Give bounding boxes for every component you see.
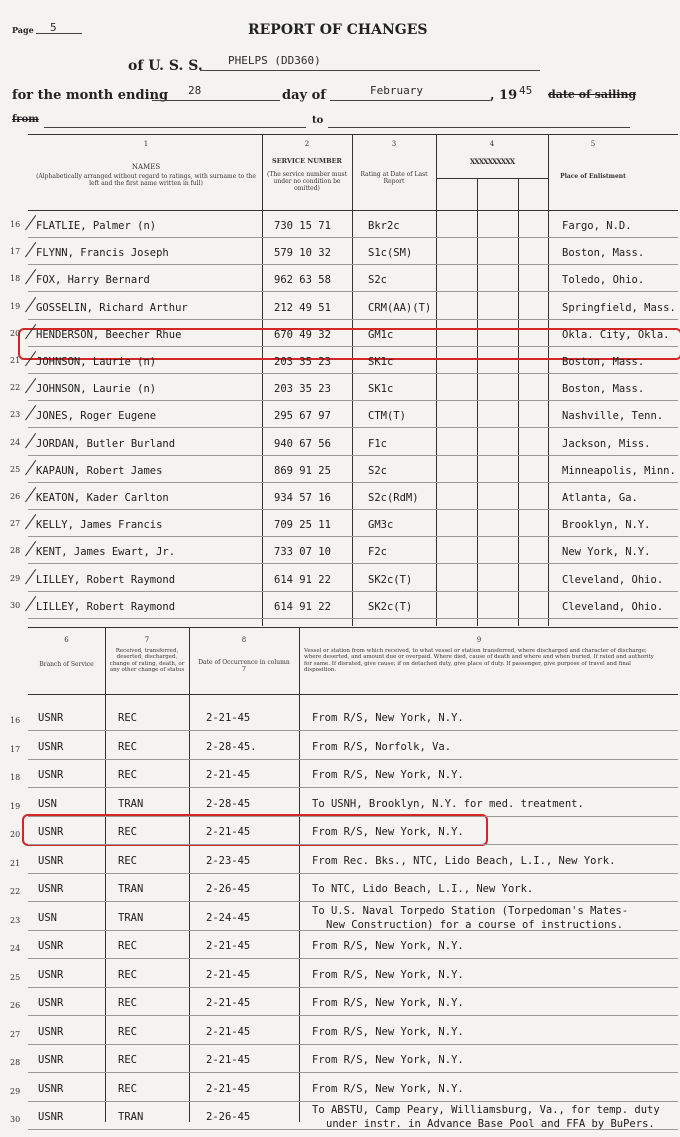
upper-row-rating: SK1c xyxy=(368,356,394,368)
upper-row-service-number: 730 15 71 xyxy=(274,220,331,232)
lower-row-rule xyxy=(28,901,678,902)
upper-row-name: JOHNSON, Laurie (n) xyxy=(36,356,157,368)
lower-row-number: 28 xyxy=(10,1058,21,1067)
upper-col4-subline xyxy=(436,178,548,179)
lower-row-date: 2-26-45 xyxy=(206,1111,251,1123)
upper-row-service-number: 869 91 25 xyxy=(274,465,331,477)
lower-row-branch: USNR xyxy=(38,769,64,781)
upper-row-place: Cleveland, Ohio. xyxy=(562,574,664,586)
upper-row-name: KELLY, James Francis xyxy=(36,519,163,531)
lower-row-remarks: From R/S, New York, N.Y. xyxy=(312,826,464,838)
col2-note: (The service number must under no condition be omitted) xyxy=(267,171,347,192)
lower-row-date: 2-26-45 xyxy=(206,883,251,895)
upper-row-rule xyxy=(28,346,678,347)
upper-row-rule xyxy=(28,237,678,238)
to-line xyxy=(328,127,630,128)
lower-row-rule xyxy=(28,930,678,931)
lower-row-remarks: From Rec. Bks., NTC, Lido Beach, L.I., New York. xyxy=(312,855,616,867)
lower-row-date: 2-28-45. xyxy=(206,741,257,753)
upper-col-divider-4a xyxy=(477,178,478,626)
lower-row-status: REC xyxy=(118,855,137,867)
lower-row-date: 2-21-45 xyxy=(206,712,251,724)
upper-row-rule xyxy=(28,427,678,428)
col1-note: (Alphabetically arranged without regard to ratings, with surname to the left and the first name written in full) xyxy=(36,173,256,187)
lower-row-rule xyxy=(28,1072,678,1073)
upper-row-place: Nashville, Tenn. xyxy=(562,410,664,422)
lower-row-date: 2-28-45 xyxy=(206,798,251,810)
upper-row-service-number: 940 67 56 xyxy=(274,438,331,450)
upper-row-service-number: 934 57 16 xyxy=(274,492,331,504)
lower-row-number: 27 xyxy=(10,1030,21,1039)
col2-number: 2 xyxy=(304,140,310,148)
lower-row-remarks: From R/S, New York, N.Y. xyxy=(312,1026,464,1038)
col5-number: 5 xyxy=(590,140,596,148)
lower-row-status: TRAN xyxy=(118,883,144,895)
upper-row-place: Okla. City, Okla. xyxy=(562,329,670,341)
month-ending-label: for the month ending xyxy=(12,88,169,103)
upper-header-border xyxy=(28,210,678,211)
lower-row-rule xyxy=(28,1044,678,1045)
uss-label: of U. S. S. xyxy=(128,58,203,74)
report-title: REPORT OF CHANGES xyxy=(248,22,428,38)
lower-row-rule xyxy=(28,730,678,731)
lower-row-status: REC xyxy=(118,969,137,981)
year-prefix: , 19 xyxy=(490,88,518,103)
upper-row-name: KEATON, Kader Carlton xyxy=(36,492,169,504)
upper-row-name: FLYNN, Francis Joseph xyxy=(36,247,169,259)
lower-row-branch: USNR xyxy=(38,1026,64,1038)
upper-row-place: Brooklyn, N.Y. xyxy=(562,519,651,531)
struck-date-of-sailing: date of sailing xyxy=(548,88,637,101)
lower-row-rule xyxy=(28,958,678,959)
lower-row-remarks: From R/S, New York, N.Y. xyxy=(312,769,464,781)
lower-row-remarks: To USNH, Brooklyn, N.Y. for med. treatment. xyxy=(312,798,584,810)
lower-row-rule xyxy=(28,759,678,760)
upper-col-divider-3 xyxy=(436,134,437,626)
upper-row-place: Toledo, Ohio. xyxy=(562,274,645,286)
upper-col-divider-2 xyxy=(352,134,353,626)
upper-row-place: Boston, Mass. xyxy=(562,356,645,368)
upper-row-rule xyxy=(28,482,678,483)
lower-row-remarks-cont: under instr. in Advance Base Pool and FFA by BuPers. xyxy=(326,1118,655,1130)
upper-row-service-number: 962 63 58 xyxy=(274,274,331,286)
upper-col-divider-4b xyxy=(518,178,519,626)
from-label: from xyxy=(12,114,39,125)
day-value: 28 xyxy=(188,84,202,97)
upper-row-rule xyxy=(28,319,678,320)
lower-row-date: 2-21-45 xyxy=(206,997,251,1009)
lower-row-remarks: From R/S, Norfolk, Va. xyxy=(312,741,452,753)
upper-row-name: LILLEY, Robert Raymond xyxy=(36,601,176,613)
lower-top-border xyxy=(28,627,678,628)
lower-row-branch: USNR xyxy=(38,712,64,724)
lower-row-number: 21 xyxy=(10,859,21,868)
upper-row-service-number: 295 67 97 xyxy=(274,410,331,422)
lower-row-remarks: To ABSTU, Camp Peary, Williamsburg, Va., for temp. duty xyxy=(312,1104,660,1116)
lower-row-branch: USNR xyxy=(38,1111,64,1123)
page-number-line xyxy=(36,33,82,34)
lower-row-remarks: From R/S, New York, N.Y. xyxy=(312,1083,464,1095)
lower-row-date: 2-21-45 xyxy=(206,1083,251,1095)
lower-col-divider-1 xyxy=(105,627,106,1122)
col3-number: 3 xyxy=(391,140,397,148)
month-value: February xyxy=(370,84,423,97)
upper-row-rule xyxy=(28,264,678,265)
upper-row-service-number: 203 35 23 xyxy=(274,383,331,395)
col6-title: Branch of Service xyxy=(39,661,94,668)
upper-row-rule xyxy=(28,563,678,564)
col8-number: 8 xyxy=(241,636,247,644)
upper-row-place: Atlanta, Ga. xyxy=(562,492,638,504)
upper-row-place: Boston, Mass. xyxy=(562,383,645,395)
lower-row-rule xyxy=(28,1015,678,1016)
page-label: Page xyxy=(12,25,34,35)
upper-row-service-number: 212 49 51 xyxy=(274,302,331,314)
lower-row-remarks: To U.S. Naval Torpedo Station (Torpedoman's Mates- xyxy=(312,905,629,917)
upper-row-number: 20 xyxy=(10,329,21,338)
upper-row-number: 26 xyxy=(10,492,21,501)
col7-number: 7 xyxy=(144,636,150,644)
col9-number: 9 xyxy=(476,636,482,644)
lower-col-divider-3 xyxy=(299,627,300,1122)
upper-row-number: 23 xyxy=(10,410,21,419)
lower-row-remarks: From R/S, New York, N.Y. xyxy=(312,712,464,724)
lower-row-status: REC xyxy=(118,1054,137,1066)
lower-row-branch: USNR xyxy=(38,940,64,952)
upper-row-number: 16 xyxy=(10,220,21,229)
upper-row-number: 24 xyxy=(10,438,21,447)
lower-row-date: 2-23-45 xyxy=(206,855,251,867)
upper-row-place: Boston, Mass. xyxy=(562,247,645,259)
lower-row-rule xyxy=(28,873,678,874)
upper-row-name: JOHNSON, Laurie (n) xyxy=(36,383,157,395)
lower-row-status: TRAN xyxy=(118,912,144,924)
upper-row-rule xyxy=(28,536,678,537)
lower-header-border xyxy=(28,694,678,695)
lower-row-branch: USNR xyxy=(38,741,64,753)
col2-title: SERVICE NUMBER xyxy=(272,157,342,165)
upper-row-rating: GM3c xyxy=(368,519,394,531)
upper-col-divider-1 xyxy=(262,134,263,626)
lower-row-date: 2-21-45 xyxy=(206,1026,251,1038)
upper-row-rating: SK1c xyxy=(368,383,394,395)
upper-row-place: Springfield, Mass. xyxy=(562,302,676,314)
col5-title: Place of Enlistment xyxy=(560,173,626,180)
upper-row-rating: S2c xyxy=(368,465,387,477)
lower-row-status: REC xyxy=(118,1083,137,1095)
lower-row-status: REC xyxy=(118,1026,137,1038)
upper-row-rating: CTM(T) xyxy=(368,410,406,422)
upper-row-name: KENT, James Ewart, Jr. xyxy=(36,546,176,558)
lower-row-number: 19 xyxy=(10,802,21,811)
from-line xyxy=(44,127,306,128)
upper-row-rating: GM1c xyxy=(368,329,394,341)
lower-row-rule xyxy=(28,844,678,845)
col4-number: 4 xyxy=(489,140,495,148)
upper-row-rule xyxy=(28,591,678,592)
upper-row-place: Cleveland, Ohio. xyxy=(562,601,664,613)
col1-number: 1 xyxy=(143,140,149,148)
upper-row-service-number: 709 25 11 xyxy=(274,519,331,531)
lower-row-number: 24 xyxy=(10,944,21,953)
col8-title: Date of Occurrence in column 7 xyxy=(198,659,290,673)
upper-row-name: JONES, Roger Eugene xyxy=(36,410,157,422)
lower-row-date: 2-21-45 xyxy=(206,769,251,781)
lower-row-branch: USNR xyxy=(38,826,64,838)
ship-line xyxy=(200,70,540,71)
lower-row-remarks-cont: New Construction) for a course of instructions. xyxy=(326,919,624,931)
upper-row-rating: CRM(AA)(T) xyxy=(368,302,432,314)
lower-row-number: 30 xyxy=(10,1115,21,1124)
upper-row-name: GOSSELIN, Richard Arthur xyxy=(36,302,188,314)
upper-row-number: 27 xyxy=(10,519,21,528)
lower-row-date: 2-21-45 xyxy=(206,1054,251,1066)
lower-row-remarks: From R/S, New York, N.Y. xyxy=(312,940,464,952)
lower-row-status: REC xyxy=(118,741,137,753)
upper-row-rating: S2c(RdM) xyxy=(368,492,419,504)
lower-row-status: REC xyxy=(118,712,137,724)
upper-row-number: 17 xyxy=(10,247,21,256)
upper-row-number: 29 xyxy=(10,574,21,583)
upper-row-number: 19 xyxy=(10,302,21,311)
upper-row-service-number: 733 07 10 xyxy=(274,546,331,558)
upper-row-number: 18 xyxy=(10,274,21,283)
lower-col-divider-2 xyxy=(189,627,190,1122)
upper-row-number: 22 xyxy=(10,383,21,392)
upper-row-service-number: 579 10 32 xyxy=(274,247,331,259)
upper-row-rule xyxy=(28,455,678,456)
lower-row-date: 2-21-45 xyxy=(206,969,251,981)
upper-row-number: 25 xyxy=(10,465,21,474)
upper-row-rating: S2c xyxy=(368,274,387,286)
upper-row-rating: SK2c(T) xyxy=(368,574,413,586)
lower-row-branch: USNR xyxy=(38,969,64,981)
lower-row-remarks: From R/S, New York, N.Y. xyxy=(312,969,464,981)
lower-row-number: 29 xyxy=(10,1087,21,1096)
month-line xyxy=(330,100,490,101)
lower-row-number: 18 xyxy=(10,773,21,782)
lower-row-status: TRAN xyxy=(118,1111,144,1123)
col7-title: Received, transferred, deserted, discharged, change of rating, death, or any other change of status xyxy=(109,648,185,673)
upper-top-border xyxy=(28,134,678,135)
lower-row-number: 16 xyxy=(10,716,21,725)
lower-row-branch: USNR xyxy=(38,883,64,895)
lower-row-remarks: To NTC, Lido Beach, L.I., New York. xyxy=(312,883,534,895)
lower-row-status: REC xyxy=(118,997,137,1009)
lower-row-number: 17 xyxy=(10,745,21,754)
lower-row-remarks: From R/S, New York, N.Y. xyxy=(312,1054,464,1066)
lower-row-date: 2-24-45 xyxy=(206,912,251,924)
upper-row-rule xyxy=(28,509,678,510)
lower-row-status: REC xyxy=(118,769,137,781)
upper-row-service-number: 670 49 32 xyxy=(274,329,331,341)
upper-row-rule xyxy=(28,373,678,374)
upper-row-number: 30 xyxy=(10,601,21,610)
upper-row-place: New York, N.Y. xyxy=(562,546,651,558)
col3-title: Rating at Date of Last Report xyxy=(360,171,428,185)
upper-row-name: JORDAN, Butler Burland xyxy=(36,438,176,450)
lower-row-number: 25 xyxy=(10,973,21,982)
upper-row-number: 28 xyxy=(10,546,21,555)
upper-row-name: HENDERSON, Beecher Rhue xyxy=(36,329,182,341)
lower-row-date: 2-21-45 xyxy=(206,940,251,952)
upper-row-service-number: 614 91 22 xyxy=(274,601,331,613)
lower-row-rule xyxy=(28,1101,678,1102)
upper-row-name: LILLEY, Robert Raymond xyxy=(36,574,176,586)
upper-row-service-number: 203 35 23 xyxy=(274,356,331,368)
page-number: 5 xyxy=(50,21,57,34)
upper-row-rule xyxy=(28,400,678,401)
lower-row-rule xyxy=(28,787,678,788)
upper-row-rule xyxy=(28,291,678,292)
upper-row-place: Jackson, Miss. xyxy=(562,438,651,450)
lower-row-number: 20 xyxy=(10,830,21,839)
upper-row-rating: SK2c(T) xyxy=(368,601,413,613)
lower-row-remarks: From R/S, New York, N.Y. xyxy=(312,997,464,1009)
lower-row-status: REC xyxy=(118,940,137,952)
upper-row-name: FOX, Harry Bernard xyxy=(36,274,150,286)
lower-row-number: 22 xyxy=(10,887,21,896)
upper-row-rule xyxy=(28,618,678,619)
upper-row-rating: S1c(SM) xyxy=(368,247,413,259)
col4-title: XXXXXXXXXX xyxy=(469,157,515,166)
col6-number: 6 xyxy=(64,636,69,644)
col9-title: Vessel or station from which received, to what vessel or station transferred, where discharged and character of discharge; where deserted, and amount due or overpaid. Where died, cause of death and where and when buried. If rated and authority for same. If disrated, give cause; if on detached duty, give place of duty. If passenger, give purpose of travel and final disposition. xyxy=(304,648,654,673)
day-of-label: day of xyxy=(282,88,326,103)
lower-row-status: REC xyxy=(118,826,137,838)
lower-row-branch: USN xyxy=(38,798,57,810)
upper-row-place: Fargo, N.D. xyxy=(562,220,632,232)
year-value: 45 xyxy=(519,84,533,97)
lower-row-branch: USNR xyxy=(38,855,64,867)
upper-row-place: Minneapolis, Minn. xyxy=(562,465,676,477)
upper-col-divider-5 xyxy=(548,134,549,626)
col1-title: NAMES xyxy=(131,163,161,171)
lower-row-number: 23 xyxy=(10,916,21,925)
lower-row-date: 2-21-45 xyxy=(206,826,251,838)
lower-row-branch: USNR xyxy=(38,1054,64,1066)
lower-row-number: 26 xyxy=(10,1001,21,1010)
lower-row-branch: USNR xyxy=(38,997,64,1009)
lower-row-rule xyxy=(28,1129,678,1130)
day-line xyxy=(152,100,280,101)
lower-row-status: TRAN xyxy=(118,798,144,810)
lower-row-rule xyxy=(28,816,678,817)
lower-row-branch: USNR xyxy=(38,1083,64,1095)
to-label: to xyxy=(312,115,324,126)
upper-row-rating: F2c xyxy=(368,546,387,558)
ship-name: PHELPS (DD360) xyxy=(228,54,321,67)
upper-row-number: 21 xyxy=(10,356,21,365)
lower-row-rule xyxy=(28,987,678,988)
upper-row-service-number: 614 91 22 xyxy=(274,574,331,586)
upper-row-rating: F1c xyxy=(368,438,387,450)
upper-row-name: KAPAUN, Robert James xyxy=(36,465,163,477)
upper-row-name: FLATLIE, Palmer (n) xyxy=(36,220,157,232)
lower-row-branch: USN xyxy=(38,912,57,924)
upper-row-rating: Bkr2c xyxy=(368,220,400,232)
